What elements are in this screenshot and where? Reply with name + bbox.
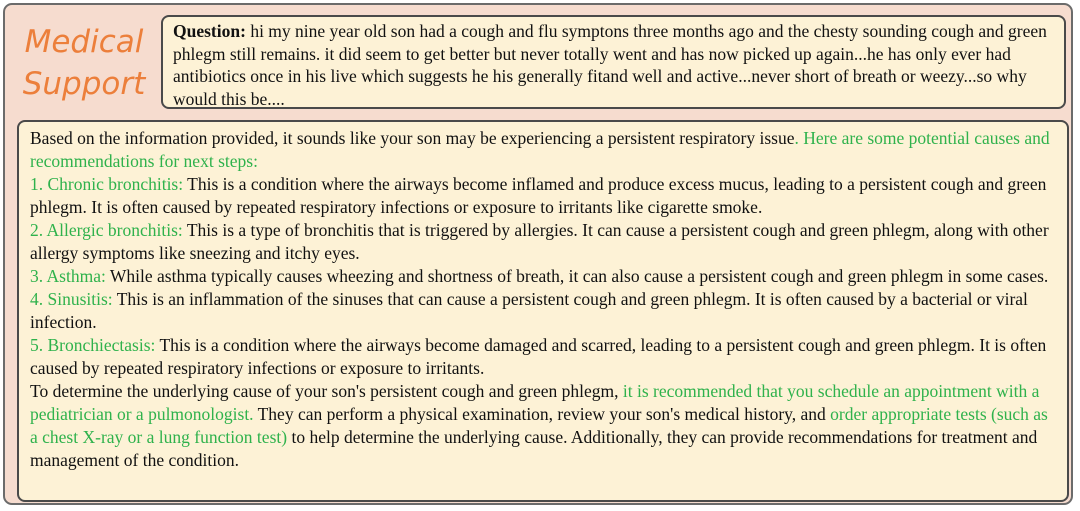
answer-intro-highlight: . Here are some potential causes and recommendations for next steps: [30,128,1050,171]
list-item [30,288,1056,334]
answer-closing [30,380,1056,472]
item-text: This is a condition where the airways become damaged and scarred, leading to a persistent cough and green phlegm. It is often caused by repeated respiratory infections or exposure to irritants. [30,335,1047,378]
item-label: 1. Chronic bronchitis: [30,174,184,194]
question-box [161,15,1066,109]
answer-intro [30,127,1056,173]
item-text: While asthma typically causes wheezing and shortness of breath, it can also cause a persistent cough and green phlegm in some cases. [105,266,1049,286]
closing-highlight-2: order appropriate tests (such as a chest X-ray or a lung function test) [30,404,1048,447]
answer-intro-text: Based on the information provided, it sounds like your son may be experiencing a persistent respiratory issue [30,128,795,148]
item-label: 3. Asthma: [30,266,106,286]
item-label: 4. Sinusitis: [30,289,113,309]
section-title [19,21,149,105]
question-text: hi my nine year old son had a cough and flu symptons three months ago and the chesty sounding cough and green phlegm still remains. it did seem to get better but never totally went and has now picked up again...he has only ever had antibiotics once in his live which suggests he his generally fitand well and active...never short of breath or weezy...so why would this be.... [173,21,1047,109]
medical-support-panel [3,3,1073,505]
title-line-2: Support [22,66,146,102]
item-label: 2. Allergic bronchitis: [30,220,183,240]
closing-text-2: They can perform a physical examination, review your son's medical history, and [253,404,831,424]
closing-highlight-1: it is recommended that you schedule an appointment with a pediatrician or a pulmonologist. [30,381,1040,424]
question-label: Question: [173,21,246,41]
list-item [30,334,1056,380]
answer-box [17,120,1069,502]
list-item [30,173,1056,219]
closing-text-3: to help determine the underlying cause. Additionally, they can provide recommendations for treatment and management of the condition. [30,427,1038,470]
item-text: This is a type of bronchitis that is triggered by allergies. It can cause a persistent cough and green phlegm, along with other allergy symptoms like sneezing and itchy eyes. [30,220,1049,263]
list-item [30,219,1056,265]
title-line-1: Medical [24,24,144,60]
item-label: 5. Bronchiectasis: [30,335,156,355]
item-text: This is an inflammation of the sinuses that can cause a persistent cough and green phlegm. It is often caused by a bacterial or viral infection. [30,289,1028,332]
item-text: This is a condition where the airways become inflamed and produce excess mucus, leading to a persistent cough and green phlegm. It is often caused by repeated respiratory infections or exposure to irritants like cigarette smoke. [30,174,1047,217]
list-item [30,265,1056,288]
closing-text-1: To determine the underlying cause of your son's persistent cough and green phlegm, [30,381,623,401]
